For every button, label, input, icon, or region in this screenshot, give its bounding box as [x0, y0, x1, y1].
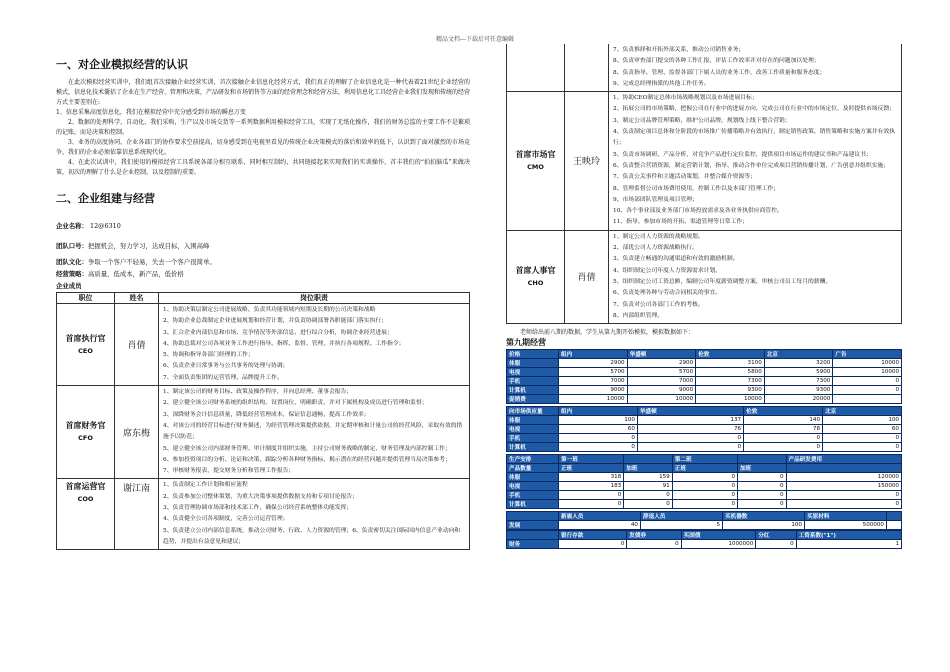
duty-item: 7、全面负责集团的运营管理、品牌提升工作。	[163, 374, 283, 381]
table-row: 发展 40 5 100 500000	[507, 521, 902, 530]
duty-item: 2、建立健全该公司财务系统的组织结构，设置岗位，明确职责，并对下属机构及成员进行管理和监督；	[163, 400, 428, 407]
header-cell: 组内	[559, 350, 628, 359]
duty-item: 10、各个事业部及业务部门市场投放需求及各业务执供应商管控。	[613, 208, 783, 215]
table-cell: 3100	[696, 359, 765, 368]
duty-item: 3、制定公司品牌管理策略，维护公司品牌，规划线上线下整合营销；	[613, 117, 791, 124]
duty-item: 1、协助CEO制定总体市场战略规划以及市场进展目标；	[613, 95, 758, 102]
row-label: 计算机	[507, 386, 559, 395]
cho-name: 肖倩	[565, 230, 609, 323]
header-cell: 加班	[624, 464, 673, 473]
period9-title: 第九期经营	[506, 338, 546, 348]
table-cell: 60	[823, 425, 902, 434]
table-cell: 10000	[559, 395, 628, 404]
table-cell: 0	[559, 434, 638, 443]
intro-paragraph: 在此次模拟经营实训中，我们组首次接触企业经营实训，首次接触企业信息化经营方式，我们真正的理解了企业信息化是一种代表着21世纪企业经营的模式，信息化技术囊括了企业在生产经营、管理和决策，产品研发和市场销售等方面的经营理念和经营方法，利用信息化工具经营企业我们发现和传统的经营方式主要差别在:	[56, 79, 471, 106]
table-cell: 10000	[627, 395, 696, 404]
finance-table	[506, 530, 902, 549]
header-cell: 价格	[507, 350, 559, 359]
row-label: 体服	[507, 359, 559, 368]
policy-field: 经营策略：高质量，低成本，新产品，低价格	[56, 270, 184, 278]
table-cell: 0	[672, 500, 737, 509]
company-name-field: 企业名称： 12@6310	[56, 222, 121, 230]
header-cell	[738, 455, 787, 464]
ceo-duties	[159, 304, 470, 386]
table-row	[507, 443, 902, 452]
header-cell: 银行存款	[559, 531, 627, 540]
header-cell	[624, 455, 673, 464]
duty-item: 3、负责管理协调市场部和技术部工作，确保公司经营系统整体功能发挥；	[163, 505, 353, 512]
duty-item: 3、汇合企业内部信息和市场、竞争情况等外部信息，进行综合分析，协调企业经营进展；	[163, 329, 393, 336]
point-1: 1、信息采集高度信息化，我们在模拟经营中充分感受到市场的瞬息万变	[56, 109, 246, 116]
duty-item: 3、负责建立畅通的沟通渠道和有效的激励机制。	[613, 256, 739, 263]
price-table	[506, 349, 902, 404]
table-cell: 183	[559, 482, 624, 491]
ceo-position: 首席执行官 CEO	[57, 304, 115, 386]
header-cell: 发债券	[627, 531, 681, 540]
duty-item: 1、制定公司人力资源的战略规划。	[613, 233, 704, 240]
point-4: 4、在此次试训中，我们使用的模拟经营工具系统各部分相互联系，同时相互制约，共同链接起来实现我们的实训操作，首丰我们的“拍拍脑瓜”来做决策，初次的理解了什么是企业控制，以及控制的重要。	[56, 159, 470, 176]
table-cell: 0	[833, 377, 902, 386]
row-label: 手机	[507, 491, 559, 500]
header-cell: 正班	[559, 464, 624, 473]
table-cell: 150000	[786, 482, 902, 491]
table-cell: 0	[738, 482, 787, 491]
table-cell: 9000	[627, 386, 696, 395]
row-label: 电视	[507, 368, 559, 377]
table-cell: 76	[637, 425, 743, 434]
production-table-header2	[507, 464, 902, 473]
table-cell: 5800	[696, 368, 765, 377]
finance-label: 财务	[507, 540, 559, 549]
coo-name: 谢江南	[115, 479, 159, 550]
development-table-header	[507, 512, 902, 521]
header-cell	[507, 512, 559, 521]
header-cell: 买原材料	[805, 512, 887, 521]
cmo-position: 首席市场官 CMO	[507, 92, 565, 231]
table-row	[507, 425, 902, 434]
table-cell: 318	[559, 473, 624, 482]
table-cell: 9000	[559, 386, 628, 395]
table-cell: 10000	[833, 368, 902, 377]
table-cell: 2900	[559, 359, 628, 368]
table-cell: 0	[672, 473, 737, 482]
table-row	[507, 491, 902, 500]
right-column	[506, 44, 902, 549]
header-cell	[507, 531, 559, 540]
table-row	[507, 395, 902, 404]
ceo-name: 肖倩	[115, 304, 159, 386]
duty-item: 5、组织制定公司工资总额，编制公司年度薪资调整方案，审核公司员工每月的薪酬。	[613, 278, 832, 285]
header-cell: 正班	[672, 464, 737, 473]
table-row	[507, 473, 902, 482]
roles-table	[56, 292, 470, 550]
duty-item: 5、负责市场调研、产品分析，对竞争产品进行定位监控，提供项目市场运作的建议书和产品建议书；	[613, 151, 872, 158]
header-cell: 分红	[756, 531, 796, 540]
duty-item: 4、负责制定项目总体和分阶段的市场推广传播策略并有效执行，制定销售政策、销售策略和实施方案并有效执行；	[613, 129, 895, 147]
header-cell: 产品数量	[507, 464, 559, 473]
row-label: 计算机	[507, 443, 559, 452]
cmo-name: 王映玲	[565, 92, 609, 231]
production-table-header1	[507, 455, 902, 464]
table-row	[507, 500, 902, 509]
table-cell: 0	[823, 443, 902, 452]
duty-item: 11、指导、参加市场的开拓、渠道管理等日常工作；	[613, 219, 748, 226]
row-label: 体服	[507, 473, 559, 482]
row-label: 体服	[507, 416, 559, 425]
table-cell: 10000	[833, 359, 902, 368]
cho-position: 首席人事官 CHO	[507, 230, 565, 323]
row-label: 电视	[507, 425, 559, 434]
table-cell: 0	[823, 434, 902, 443]
table-cell: 0	[738, 491, 787, 500]
table-cell: 5700	[627, 368, 696, 377]
duty-item: 6、参加投资项目的分析、论证和决策，跟踪分析各种财务指标，揭示潜在的经营问题并提供管理当局决策参考；	[163, 456, 451, 463]
roles-table-continued	[506, 44, 902, 324]
table-cell: 159	[624, 473, 673, 482]
table-row	[507, 416, 902, 425]
table-row	[507, 44, 902, 92]
coo-position: 首席运营官 COO	[57, 479, 115, 550]
header-cell: 广告	[833, 350, 902, 359]
duty-item: 9、完成总经理指派的其他工作任务。	[613, 80, 710, 87]
cho-duties	[609, 230, 902, 323]
table-cell: 7000	[627, 377, 696, 386]
table-cell: 140	[744, 416, 823, 425]
table-cell: 0	[744, 434, 823, 443]
table-row	[507, 92, 902, 231]
duty-item: 2、部优公司人力资源战略执行。	[613, 245, 698, 252]
duty-item: 4、对该公司的经营目标进行财务描述，为经营管理决策提供依据，并定期审核和计量公司的经营风险，采取有效的措施予以防范；	[163, 422, 463, 441]
header-cell	[887, 512, 902, 521]
header-cell: 生产安排	[507, 455, 559, 464]
finance-table-header	[507, 531, 902, 540]
duty-item: 2、负责参加公司整体策划，为重大决策事项提供数据支持和专项讨论报告；	[163, 493, 358, 500]
header-cell: 伦敦	[696, 350, 765, 359]
duty-item: 5、负责建立公司内部信息系统，推动公司财务、行政、人力资源的管理；6、负责密切关注国际国内信息产业动向和趋势，并提出有益意见和建议；	[163, 527, 461, 545]
header-name: 姓名	[115, 293, 159, 304]
duty-item: 6、负责整合营销资源，制定营销计划，指导、推动合作单位完成项目营销传播计划，广告创意并组织实施；	[613, 162, 890, 169]
table-cell: 10000	[696, 395, 765, 404]
duty-item: 4、组织制定公司年度人力资源需求计划。	[613, 267, 722, 274]
table-cell: 91	[624, 482, 673, 491]
header-cell: 组内	[559, 407, 638, 416]
production-table-body	[507, 473, 902, 509]
table-cell: 78	[744, 425, 823, 434]
row-label: 计算机	[507, 500, 559, 509]
table-cell	[833, 395, 902, 404]
table-cell: 0	[738, 500, 787, 509]
table-cell: 100	[823, 416, 902, 425]
duty-item: 8、负责审查部门提交的各种工作汇报，评估工作效率并对存在的问题加以处理；	[613, 58, 820, 65]
table-cell: 0	[833, 386, 902, 395]
duty-item: 8、管理监督公司市场费用使用，控制工作以及本部门管理工作；	[613, 185, 780, 192]
header-cell: 买国债	[681, 531, 756, 540]
duty-item: 1、负责制定工作计划和相应流程	[163, 482, 248, 489]
duty-item: 7、负责对公司各部门工作的考核。	[613, 301, 704, 308]
header-cell: 新雇人员	[559, 512, 641, 521]
header-cell: 辞退人员	[641, 512, 723, 521]
table-cell: 3200	[764, 359, 833, 368]
table-cell: 0	[744, 443, 823, 452]
duty-item: 2、协助企业总裁制定企业进展规划和经营计划，并负责协调部署各职能部门落实执行；	[163, 318, 387, 325]
table-row	[507, 359, 902, 368]
duty-item: 1、制定该公司的财务目标、政策及操作程序，并向总经理、董事会报告；	[163, 389, 353, 396]
coo-duties-part2	[609, 44, 902, 92]
duty-item: 4、协助总裁对公司各项业务工作进行指导、指挥、监督、管理，并执行各项规程、工作指令；	[163, 340, 405, 347]
duty-item: 5、建立健全该公司内部财务管理、审计制度并组织实施，主持公司财务战略的制定、财务管理及内部控制工作；	[163, 445, 451, 452]
duty-item: 8、负责指导、管理、监督各部门下属人员的业务工作，改善工作质量和服务态度；	[613, 69, 826, 76]
table-row: 财务 0 0 1000000 0 1	[507, 540, 902, 549]
section2-title: 二、企业组建与经营	[56, 192, 155, 205]
development-label: 发展	[507, 521, 559, 530]
table-cell: 20000	[764, 395, 833, 404]
duty-item: 7、负责推择和开拓外部关系，推动公司销售业务；	[613, 47, 745, 53]
slogan-field: 团队口号：把握机会，努力学习，达成目标，入围高峰	[56, 242, 210, 250]
cfo-position: 首席财务官 CFO	[57, 386, 115, 479]
header-cell: 华盛顿	[627, 350, 696, 359]
table-cell: 9300	[764, 386, 833, 395]
table-cell: 5900	[764, 368, 833, 377]
table-row	[57, 304, 470, 386]
supply-table-header	[507, 407, 902, 416]
cmo-duties	[609, 92, 902, 231]
header-cell: 第一班	[559, 455, 624, 464]
row-label: 促销费	[507, 395, 559, 404]
duty-item: 9、市场部团队管理及项目管理；	[613, 196, 698, 203]
table-cell: 0	[624, 500, 673, 509]
table-cell: 137	[637, 416, 743, 425]
header-cell: 第二班	[672, 455, 737, 464]
header-cell: 华盛顿	[637, 407, 743, 416]
duty-item: 7、负责公关事件和主题活动策划，并整合媒介资源等；	[613, 174, 756, 181]
table-cell: 60	[559, 425, 638, 434]
header-cell: 北京	[764, 350, 833, 359]
section1-title: 一、对企业模拟经营的认识	[56, 58, 188, 71]
simulation-note: 老师给出前八期的数据，学生从第九期开始模拟，模拟数据如下：	[520, 329, 695, 337]
row-label: 电视	[507, 482, 559, 491]
table-cell: 0	[559, 500, 624, 509]
table-cell: 7300	[764, 377, 833, 386]
price-table-body	[507, 359, 902, 404]
supply-table	[506, 406, 902, 452]
table-cell: 0	[559, 491, 624, 500]
duty-item: 6、负责企业日常事务与公共事务的处理与协调；	[163, 363, 289, 370]
table-cell: 0	[738, 473, 787, 482]
header-cell: 加班	[738, 464, 787, 473]
duty-item: 1、协助决策层制定公司进展战略，负责其功能领域内短期及长期的公司决策和战略	[163, 307, 376, 313]
duty-item: 3、深降财务会计信息质量，降低经营管理成本，保证信息通畅，提高工作效率；	[163, 411, 370, 418]
table-cell: 0	[624, 491, 673, 500]
header-cell: 工资系数("1")	[796, 531, 901, 540]
table-row	[507, 434, 902, 443]
table-cell: 0	[672, 482, 737, 491]
table-cell: 0	[637, 443, 743, 452]
table-cell: 5700	[559, 368, 628, 377]
table-cell: 0	[559, 443, 638, 452]
table-cell: 0	[672, 491, 737, 500]
price-table-header	[507, 350, 902, 359]
header-cell	[786, 464, 902, 473]
header-duty: 岗位职责	[159, 293, 470, 304]
development-table	[506, 511, 902, 530]
cfo-duties	[159, 386, 470, 479]
table-cell: 7000	[559, 377, 628, 386]
production-table	[506, 454, 902, 509]
coo-duties-part1	[159, 479, 470, 550]
table-cell: 7300	[696, 377, 765, 386]
duty-item: 2、拓展公司的市场策略，把握公司在行业中的进展方向，完成公司在行业中的市场定位，及时提供市场反馈；	[613, 106, 895, 113]
row-label: 手机	[507, 434, 559, 443]
table-row	[507, 386, 902, 395]
table-cell: 0	[786, 491, 902, 500]
duty-item: 5、协调和指导各部门经理的工作；	[163, 352, 254, 359]
header-cell: 伦敦	[744, 407, 823, 416]
duty-item: 6、负责处理各种与劳动合同相关的事宜。	[613, 290, 722, 297]
table-row	[57, 479, 470, 550]
duty-item: 7、审核财务报表，提交财务分析和管理工作报告；	[163, 468, 295, 475]
table-cell: 0	[637, 434, 743, 443]
header-cell: 产品研发费用	[786, 455, 902, 464]
culture-field: 团队文化：争取一个客户不轻易，失去一个客户很简单。	[56, 258, 216, 266]
header-position: 职位	[57, 293, 115, 304]
table-cell: 2900	[627, 359, 696, 368]
header-cell: 买机器数	[723, 512, 805, 521]
duty-item: 4、负责健全公司各项制度，完善公司运营管理；	[163, 516, 289, 523]
duty-item: 8、内部组织管理。	[613, 312, 664, 319]
table-row	[507, 482, 902, 491]
supply-table-body	[507, 416, 902, 452]
left-column	[56, 52, 470, 550]
table-row	[507, 230, 902, 323]
row-label: 手机	[507, 377, 559, 386]
cfo-name: 席东梅	[115, 386, 159, 479]
header-cell: 向市场供应量	[507, 407, 559, 416]
table-row	[57, 386, 470, 479]
header-cell: 北京	[823, 407, 902, 416]
page-header: 精品文档---下载后可任意编辑	[435, 36, 515, 43]
point-3: 3、业务的高度协同，企业各部门的协作要求空前提高，切身感受到在电视里看见的传统企业决策模式的落后和效率的低下，认识到了面对激烈的市场竞争，我们的企业必须依靠信息系统现代化。	[56, 139, 470, 156]
table-row	[507, 377, 902, 386]
members-label: 企业成员	[56, 282, 82, 290]
table-cell: 9300	[696, 386, 765, 395]
table-cell: 100	[559, 416, 638, 425]
table-cell: 120000	[786, 473, 902, 482]
table-row	[507, 368, 902, 377]
table-cell: 0	[786, 500, 902, 509]
point-2: 2、数据的处理科学，自动化，我们采购，生产以及市场交货等一系列数据利用模拟经营工具，实现了无纸化操作，我们的财务总监的主要工作不是繁琐的记账，而是决策和控制。	[56, 119, 470, 136]
